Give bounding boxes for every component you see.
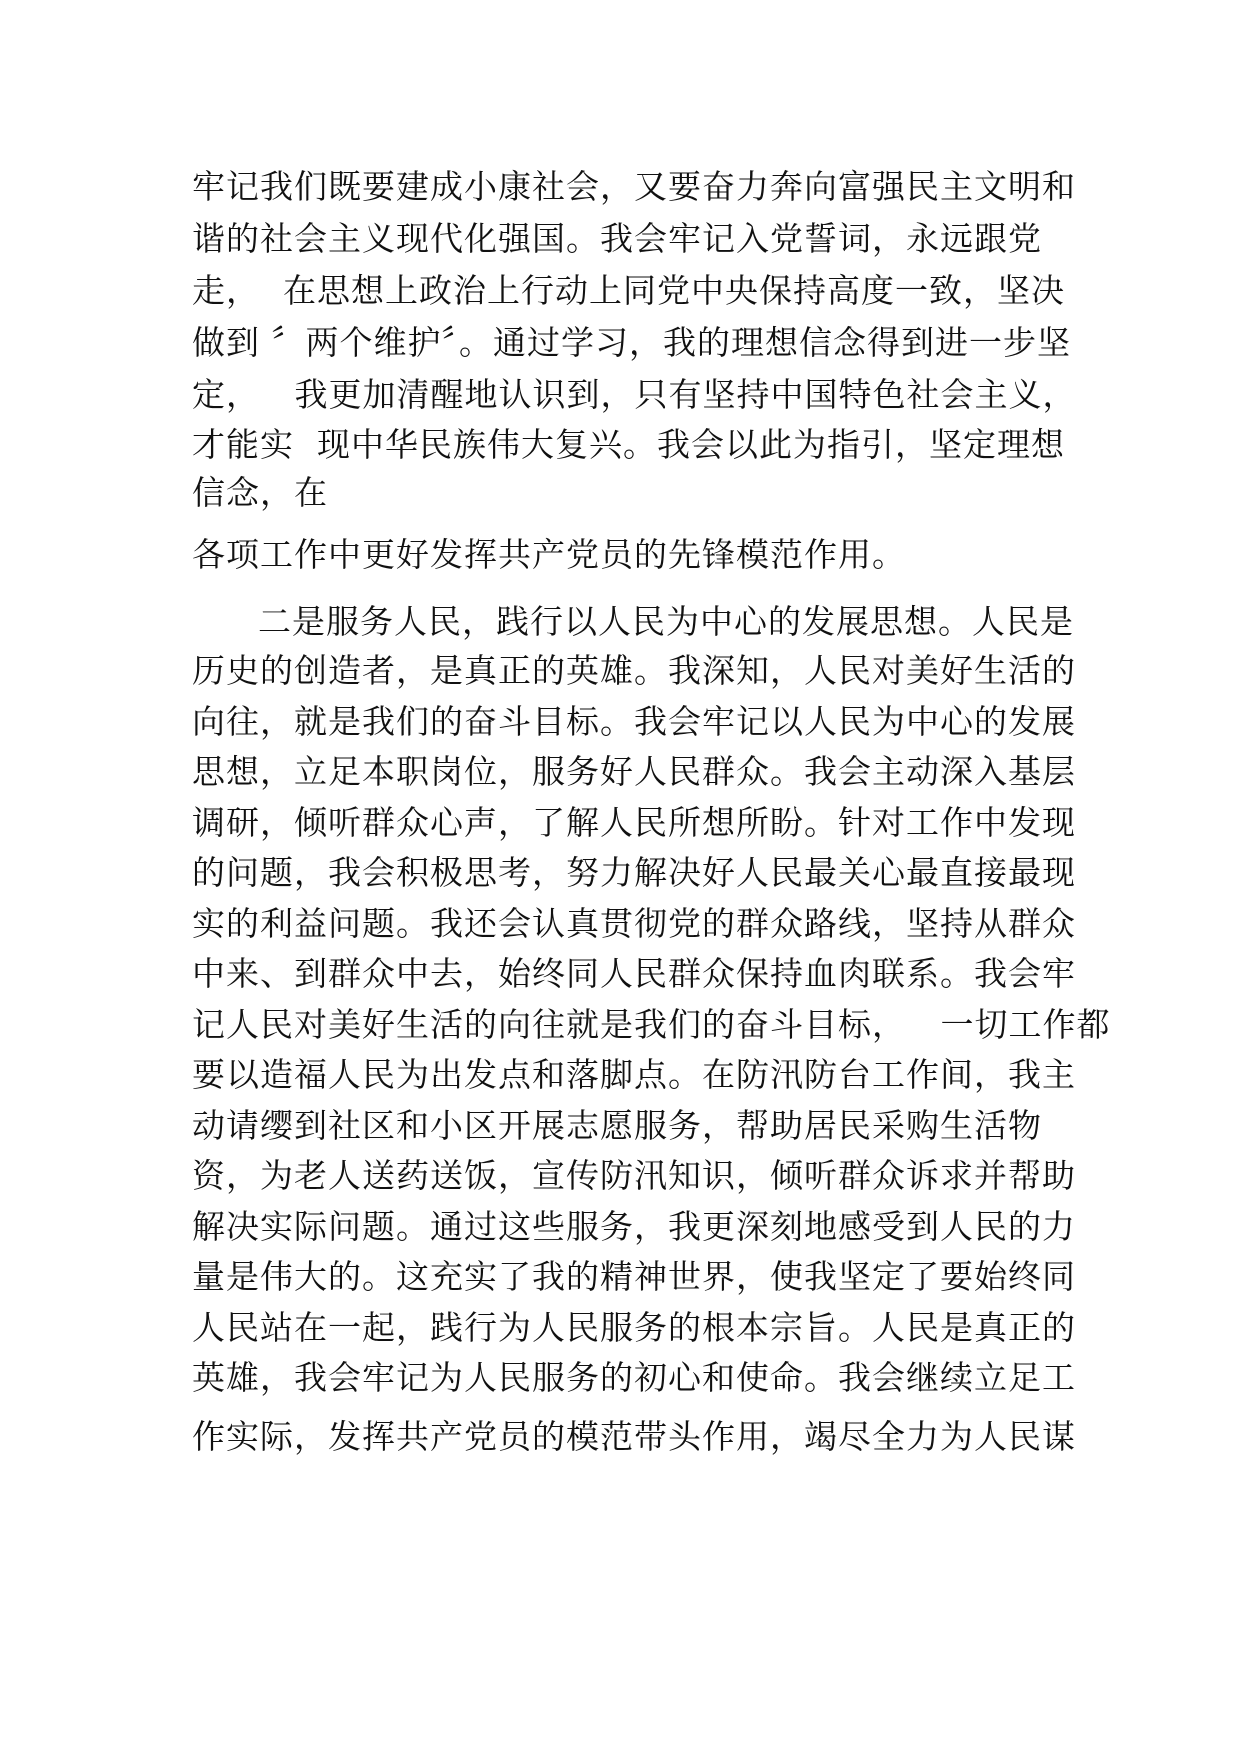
body-text-line: 实的利益问题。我还会认真贯彻党的群众路线，坚持从群众 <box>192 904 1076 943</box>
body-text-line: 做到 〞两个维护〞。通过学习，我的理想信念得到进一步坚 <box>192 323 1071 362</box>
body-text-line: 调研，倾听群众心声，了解人民所想所盼。针对工作中发现 <box>192 803 1076 842</box>
body-text-line: 中来、到群众中去，始终同人民群众保持血肉联系。我会牢 <box>192 954 1076 993</box>
body-text-line: 量是伟大的。这充实了我的精神世界，使我坚定了要始终同 <box>192 1257 1076 1296</box>
body-text-line: 记人民对美好生活的向往就是我们的奋斗目标， 一切工作都 <box>192 1005 1111 1044</box>
body-text-line: 作实际，发挥共产党员的模范带头作用，竭尽全力为人民谋 <box>192 1417 1076 1456</box>
body-text-line: 解决实际问题。通过这些服务，我更深刻地感受到人民的力 <box>192 1207 1076 1246</box>
body-text-line: 思想，立足本职岗位，服务好人民群众。我会主动深入基层 <box>192 752 1076 791</box>
body-text-line: 才能实 现中华民族伟大复兴。我会以此为指引，坚定理想 <box>192 425 1065 464</box>
body-text-line: 信念，在 <box>192 473 328 512</box>
body-text-line: 资，为老人送药送饭，宣传防汛知识，倾听群众诉求并帮助 <box>192 1156 1076 1195</box>
body-text-line: 要以造福人民为出发点和落脚点。在防汛防台工作间，我主 <box>192 1055 1076 1094</box>
body-text-line: 走， 在思想上政治上行动上同党中央保持高度一致，坚决 <box>192 271 1065 310</box>
body-text-line: 动请缨到社区和小区开展志愿服务，帮助居民采购生活物 <box>192 1106 1042 1145</box>
body-text-line: 各项工作中更好发挥共产党员的先锋模范作用。 <box>192 535 906 574</box>
body-text-line: 谐的社会主义现代化强国。我会牢记入党誓词，永远跟党 <box>192 219 1042 258</box>
body-text-line: 人民站在一起，践行为人民服务的根本宗旨。人民是真正的 <box>192 1308 1076 1347</box>
body-text-line: 向往，就是我们的奋斗目标。我会牢记以人民为中心的发展 <box>192 702 1076 741</box>
body-text-line: 定， 我更加清醒地认识到，只有坚持中国特色社会主义， <box>192 375 1077 414</box>
body-text-line: 历史的创造者，是真正的英雄。我深知，人民对美好生活的 <box>192 651 1076 690</box>
body-text-line: 牢记我们既要建成小康社会，又要奋力奔向富强民主文明和 <box>192 167 1076 206</box>
body-text-line: 英雄，我会牢记为人民服务的初心和使命。我会继续立足工 <box>192 1358 1076 1397</box>
body-text-line: 的问题，我会积极思考，努力解决好人民最关心最直接最现 <box>192 853 1076 892</box>
paragraph-start-line: 二是服务人民，践行以人民为中心的发展思想。人民是 <box>258 602 1074 641</box>
